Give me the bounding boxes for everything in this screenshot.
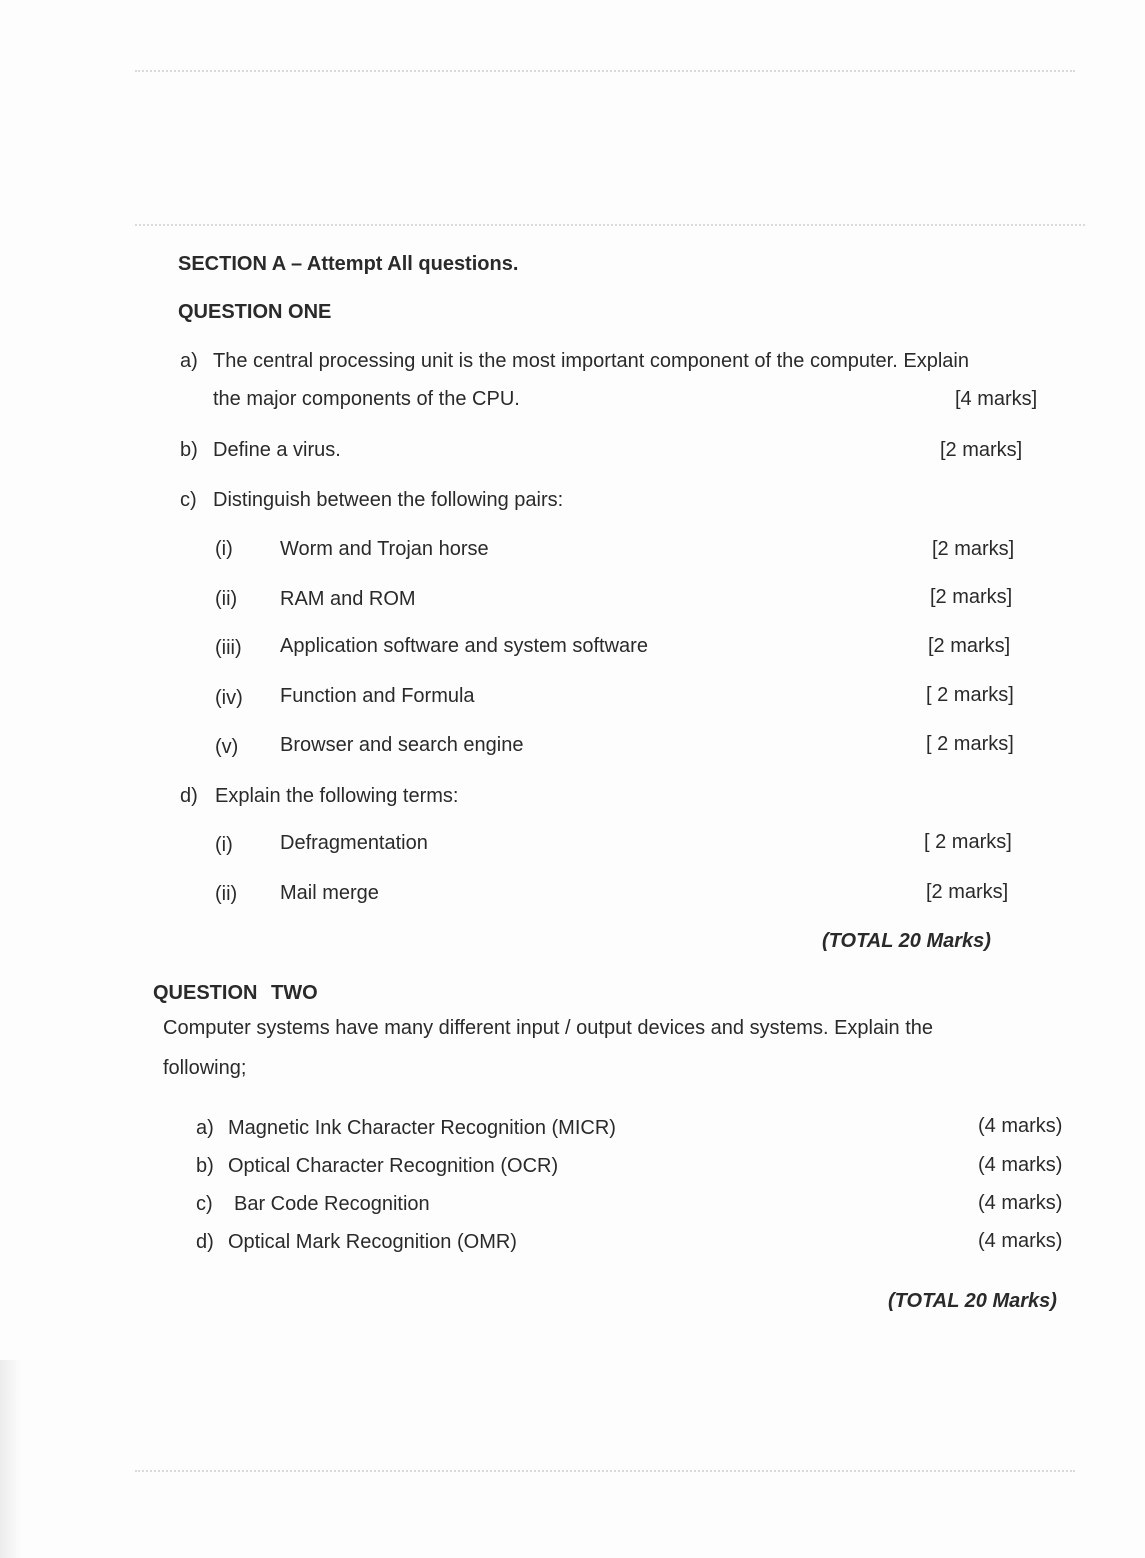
q1-c-iii-text: Application software and system software: [280, 635, 648, 657]
q2-c-marks: (4 marks): [978, 1192, 1063, 1214]
q1-a-text-line1: The central processing unit is the most important component of the computer. Explain: [213, 350, 969, 372]
q1-c-v-text: Browser and search engine: [280, 734, 524, 756]
q1-c-iv-num: (iv): [215, 687, 243, 709]
q1-c-iv-marks: [ 2 marks]: [926, 684, 1014, 706]
q1-a-text-line2: the major components of the CPU.: [213, 388, 520, 410]
q1-c-iii-marks: [2 marks]: [928, 635, 1011, 657]
q2-d-letter: d): [196, 1231, 214, 1253]
q1-b-text: Define a virus.: [213, 439, 341, 461]
q2-d-text: Optical Mark Recognition (OMR): [228, 1231, 517, 1253]
scan-line: [135, 70, 1075, 72]
q1-c-ii-marks: [2 marks]: [930, 586, 1013, 608]
q2-b-letter: b): [196, 1155, 214, 1177]
q1-d-ii-num: (ii): [215, 883, 238, 905]
q2-c-letter: c): [196, 1193, 213, 1215]
q1-b-marks: [2 marks]: [940, 439, 1023, 461]
q1-c-iii-num: (iii): [215, 637, 242, 659]
q2-a-marks: (4 marks): [978, 1115, 1063, 1137]
q2-c-text: Bar Code Recognition: [234, 1193, 430, 1215]
section-heading: SECTION A – Attempt All questions.: [178, 253, 519, 275]
q1-d-i-text: Defragmentation: [280, 832, 428, 854]
question-one-title: QUESTION ONE: [178, 301, 332, 323]
q1-d-ii-marks: [2 marks]: [926, 881, 1009, 903]
q1-a-letter: a): [180, 350, 198, 372]
q1-c-iv-text: Function and Formula: [280, 685, 475, 707]
q1-c-i-num: (i): [215, 538, 233, 560]
q1-b-letter: b): [180, 439, 198, 461]
q1-c-ii-num: (ii): [215, 588, 238, 610]
q1-total: (TOTAL 20 Marks): [822, 930, 991, 952]
q2-a-text: Magnetic Ink Character Recognition (MICR): [228, 1117, 616, 1139]
q1-d-i-num: (i): [215, 834, 233, 856]
question-two-title: QUESTION TWO: [153, 982, 318, 1004]
q1-c-text: Distinguish between the following pairs:: [213, 489, 564, 511]
q1-d-text: Explain the following terms:: [215, 785, 459, 807]
q2-b-marks: (4 marks): [978, 1154, 1063, 1176]
q1-d-letter: d): [180, 785, 198, 807]
q2-intro-line2: following;: [163, 1057, 247, 1079]
q2-a-letter: a): [196, 1117, 214, 1139]
q1-c-v-marks: [ 2 marks]: [926, 733, 1014, 755]
scan-line: [135, 1470, 1075, 1472]
scan-line: [135, 224, 1085, 226]
q1-d-ii-text: Mail merge: [280, 882, 379, 904]
q1-a-marks: [4 marks]: [955, 388, 1038, 410]
q1-c-ii-text: RAM and ROM: [280, 588, 416, 610]
q2-b-text: Optical Character Recognition (OCR): [228, 1155, 559, 1177]
scan-shadow: [0, 1360, 22, 1558]
q2-total: (TOTAL 20 Marks): [888, 1290, 1057, 1312]
q2-intro-line1: Computer systems have many different input / output devices and systems. Explain the: [163, 1017, 934, 1039]
q1-c-i-text: Worm and Trojan horse: [280, 538, 489, 560]
q1-d-i-marks: [ 2 marks]: [924, 831, 1012, 853]
q1-c-letter: c): [180, 489, 197, 511]
q2-d-marks: (4 marks): [978, 1230, 1063, 1252]
q1-c-v-num: (v): [215, 736, 239, 758]
q1-c-i-marks: [2 marks]: [932, 538, 1015, 560]
